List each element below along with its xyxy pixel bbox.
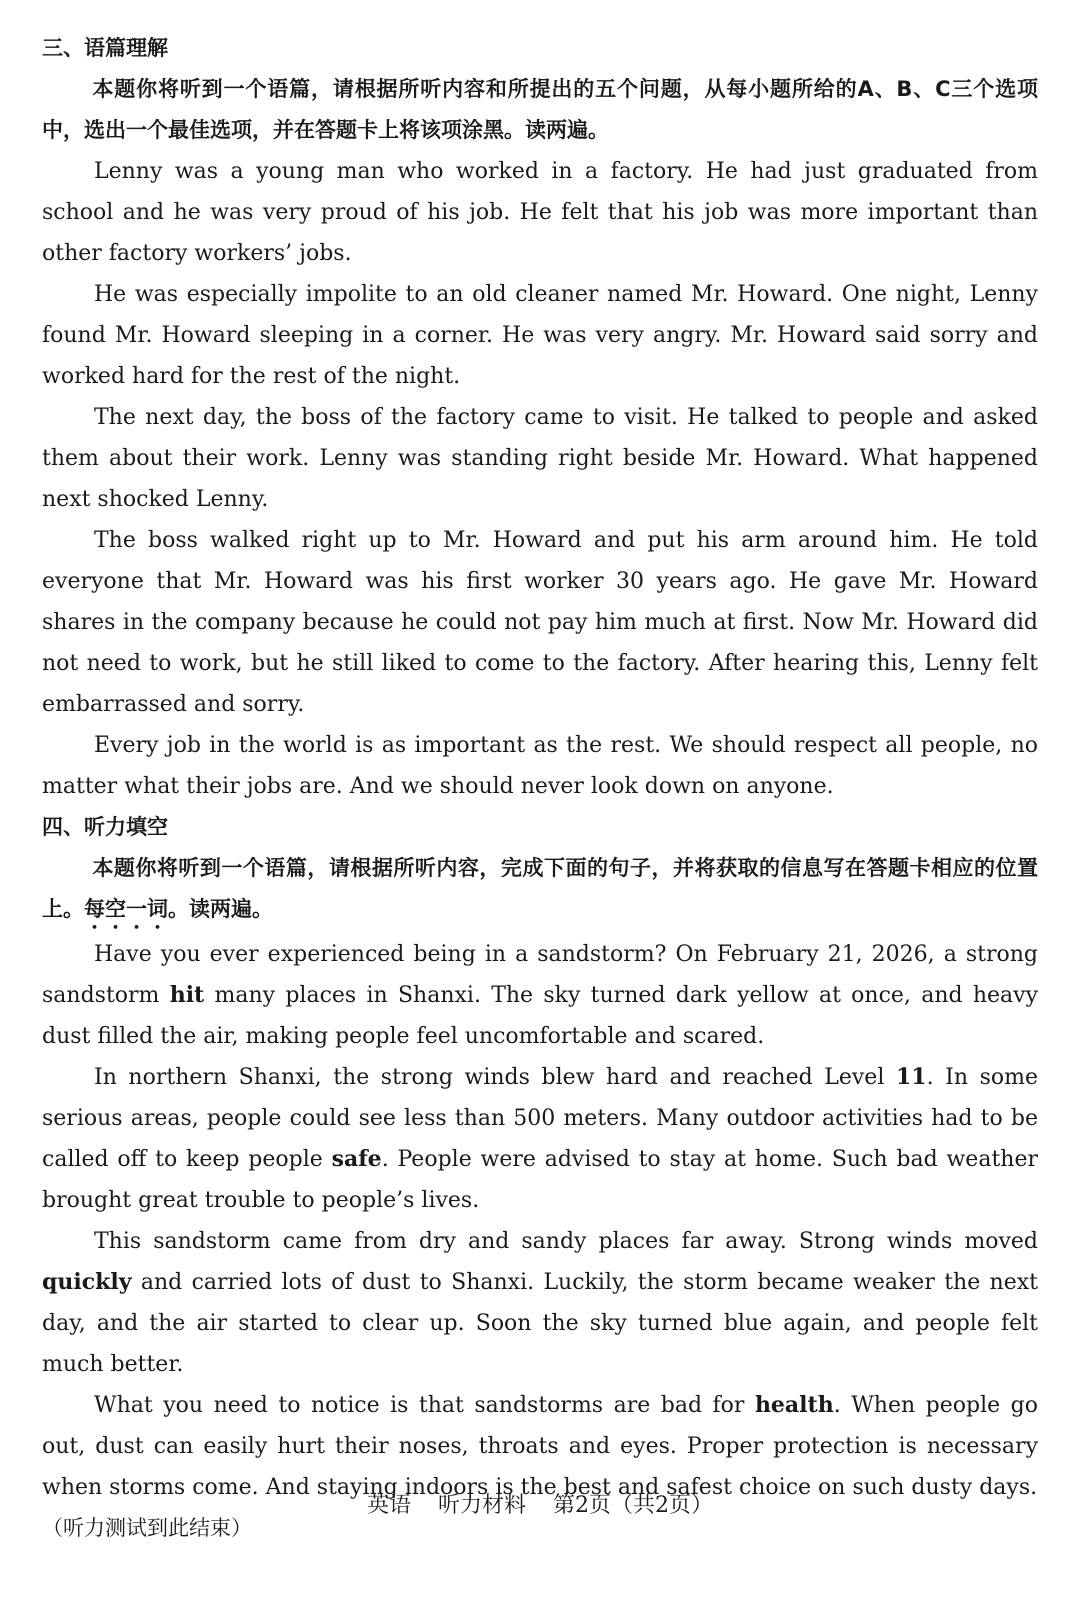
section4-heading: 四、听力填空 [42,815,168,839]
footer-subject: 英语 [366,1493,411,1518]
section4-paragraph-3 [42,1221,1038,1385]
text-run: What you need to notice is that sandstorms are bad for [94,1393,755,1418]
text-run: and carried lots of dust to Shanxi. Luckily, the storm became weaker the next day, and the air started to clear up. Soon the sky turned blue again, and people felt much better. [42,1270,1038,1377]
answer-word: safe [331,1146,382,1172]
section3-paragraph-5: Every job in the world is as important as the rest. We should respect all people, no matter what their jobs are. And we should never look down on anyone. [42,733,1038,799]
section4-instruction-part-b: 。读两遍。 [168,897,273,921]
text-run: In northern Shanxi, the strong winds blew hard and reached Level [94,1065,896,1090]
section4-instruction-part-a: 本题你将听到一个语篇，请根据所听内容，完成下面的句子，并将获取的信息写在答题卡相应的位置上。 [42,856,1038,921]
page-footer [0,1488,1080,1519]
section4-instruction [42,848,1038,934]
answer-word: hit [169,982,205,1008]
answer-word: 11 [895,1064,927,1090]
page-content [42,28,1038,1549]
text-run: . People were advised to stay at home. Such bad weather brought great trouble to people’s lives. [42,1147,1038,1213]
section3-paragraph-3: The next day, the boss of the factory came to visit. He talked to people and asked them about their work. Lenny was standing right beside Mr. Howard. What happened next shocked Lenny. [42,405,1038,512]
section4-paragraph-1 [42,934,1038,1057]
text-run: . When people go out, dust can easily hurt their noses, throats and eyes. Proper protection is necessary when storms come. And staying indoors is the best and safest choice on such dusty days. [42,1393,1038,1500]
section3-heading: 三、语篇理解 [42,36,168,60]
footer-page-number: 第2页（共2页） [553,1493,714,1518]
end-note: （听力测试到此结束） [42,1516,252,1540]
section4-instruction-emphasis: 每空一词 [84,897,168,921]
section3-paragraph-2: He was especially impolite to an old cleaner named Mr. Howard. One night, Lenny found Mr. Howard sleeping in a corner. He was very angry. Mr. Howard said sorry and worked hard for the rest of the night. [42,282,1038,389]
section4-paragraph-2 [42,1057,1038,1221]
answer-word: quickly [42,1269,132,1295]
text-run: many places in Shanxi. The sky turned dark yellow at once, and heavy dust filled the air, making people feel uncomfortable and scared. [42,983,1039,1049]
text-run: . In some serious areas, people could see less than 500 meters. Many outdoor activities had to be called off to keep people [42,1065,1038,1172]
footer-doc-type: 听力材料 [438,1493,527,1518]
text-run: This sandstorm came from dry and sandy places far away. Strong winds moved [94,1229,1038,1254]
section3-paragraph-1: Lenny was a young man who worked in a factory. He had just graduated from school and he was very proud of his job. He felt that his job was more important than other factory workers’ jobs. [42,159,1038,266]
section3-instruction: 本题你将听到一个语篇，请根据所听内容和所提出的五个问题，从每小题所给的A、B、C三个选项中，选出一个最佳选项，并在答题卡上将该项涂黑。读两遍。 [42,77,1038,142]
section3-paragraph-4: The boss walked right up to Mr. Howard and put his arm around him. He told everyone that Mr. Howard was his first worker 30 years ago. He gave Mr. Howard shares in the company because he could not pay him much at first. Now Mr. Howard did not need to work, but he still liked to come to the factory. After hearing this, Lenny felt embarrassed and sorry. [42,528,1038,717]
answer-word: health [754,1392,834,1418]
text-run: Have you ever experienced being in a sandstorm? On February 21, 2026, a strong sandstorm [42,942,1038,1008]
